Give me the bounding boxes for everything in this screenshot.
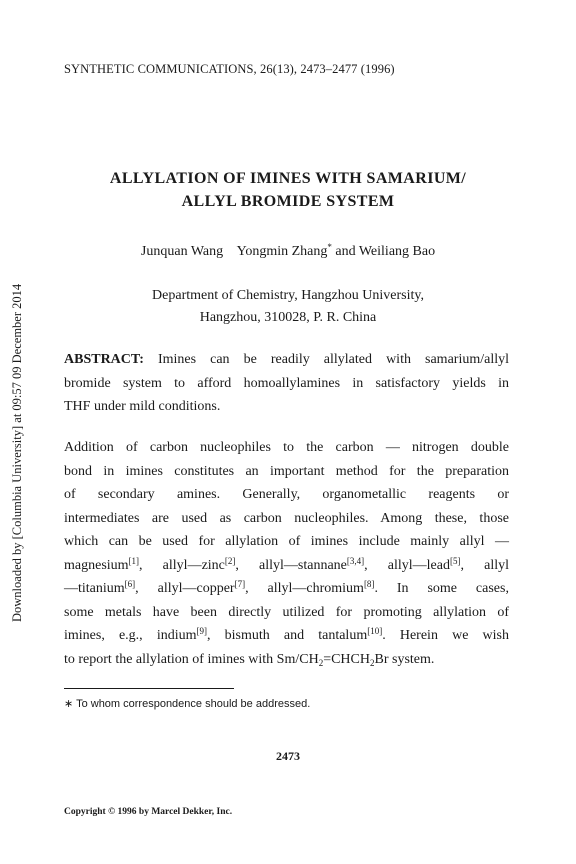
citation: [6] xyxy=(124,579,136,589)
abstract-label: ABSTRACT: xyxy=(64,352,144,367)
citation: [2] xyxy=(224,555,236,566)
affiliation-line-1: Department of Chemistry, Hangzhou University, xyxy=(152,288,424,303)
citation: [7] xyxy=(234,579,246,589)
author-2: Yongmin Zhang xyxy=(236,244,328,259)
footnote-rule xyxy=(64,688,234,689)
subscript: 2 xyxy=(370,657,375,668)
citation: [3,4] xyxy=(346,555,365,566)
page-number: 2473 xyxy=(276,749,300,763)
footnote: ∗ To whom correspondence should be addressed. xyxy=(64,698,311,710)
affiliation-line-2: Hangzhou, 310028, P. R. China xyxy=(199,310,377,325)
body-line: —titanium[6], allyl—copper[7], allyl—chromium[8]. In some cases, xyxy=(64,579,509,596)
citation: [10] xyxy=(367,626,383,636)
body-line: imines, e.g., indium[9], bismuth and tantalum[10]. Herein we wish xyxy=(64,626,509,643)
paper-title-line-1: ALLYLATION OF IMINES WITH SAMARIUM/ xyxy=(109,170,467,187)
corresponding-mark: * xyxy=(327,242,332,252)
journal-header: SYNTHETIC COMMUNICATIONS, 26(13), 2473–2477 (1996) xyxy=(64,62,395,76)
author-conjunction: and xyxy=(335,244,356,259)
body-line: bond in imines constitutes an important method for the preparation xyxy=(64,463,509,479)
body-line: Addition of carbon nucleophiles to the carbon — nitrogen double xyxy=(64,440,509,455)
copyright-line: Copyright © 1996 by Marcel Dekker, Inc. xyxy=(64,807,233,817)
citation: [8] xyxy=(363,579,375,589)
body-paragraph xyxy=(64,436,509,671)
abstract-line: THF under mild conditions. xyxy=(64,399,221,414)
download-watermark xyxy=(8,0,26,864)
body-line: to report the allylation of imines with $Sm/CH_2=CHCH_2Br$ system. xyxy=(64,651,435,668)
citation: [9] xyxy=(196,626,207,636)
body-line: of secondary amines. Generally, organometallic reagents or xyxy=(64,487,509,502)
body-line: magnesium[1], allyl—zinc[2], allyl—stannane[3,4], allyl—lead[5], allyl xyxy=(64,555,509,573)
abstract xyxy=(64,348,509,419)
author-list xyxy=(0,244,576,260)
citation: [1] xyxy=(128,555,140,566)
paper-title-line-2: ALLYL BROMIDE SYSTEM xyxy=(181,193,395,210)
author-1: Junquan Wang xyxy=(140,244,224,259)
download-note: Downloaded by [Columbia University] at 09:57 09 December 2014 xyxy=(10,283,24,622)
abstract-line: ABSTRACT: Imines can be readily allylated with samarium/allyl xyxy=(64,352,509,367)
body-line: intermediates are used as carbon nucleophiles. Among these, those xyxy=(64,510,509,526)
subscript: 2 xyxy=(318,657,324,668)
author-3: Weiliang Bao xyxy=(358,244,436,259)
body-line: some metals have been directly utilized for promoting allylation of xyxy=(64,604,509,620)
abstract-line: bromide system to afford homoallylamines in satisfactory yields in xyxy=(64,375,509,391)
body-line: which can be used for allylation of imines include mainly allyl — xyxy=(64,534,509,549)
citation: [5] xyxy=(449,555,461,566)
